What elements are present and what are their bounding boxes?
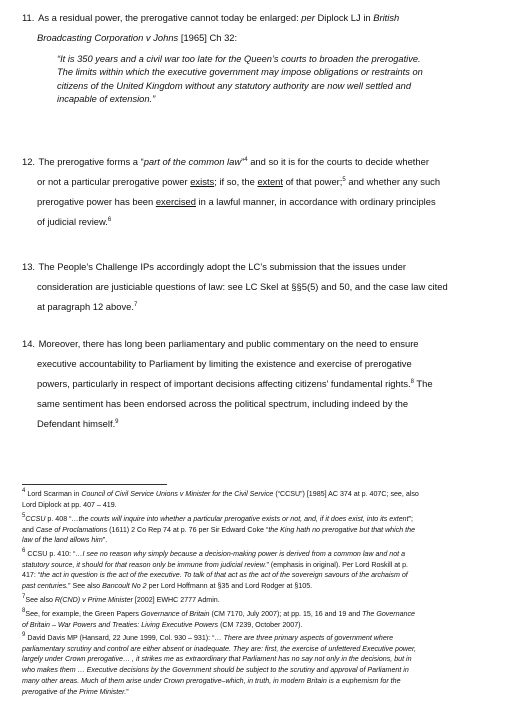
paragraph-11 — [22, 8, 488, 48]
footnote-ref[interactable]: 5 — [342, 177, 346, 183]
paragraph-14-line-4: same sentiment has been endorsed across the political spectrum, including indeed by the — [37, 398, 409, 409]
paragraph-number: 12. — [22, 156, 36, 167]
paragraph-14 — [22, 334, 488, 434]
footnote-ref[interactable]: 6 — [107, 217, 112, 223]
footnote-9: $^9$ David Davis MP (Hansard, 22 June 1999, Col. 930 – 931): “… There are three primary aspects of government where parliamentary scrutiny and control are either absent or inadequate. They are: first, the exercise of unfettered Executive power, largely under Crown prerogative… , it strikes me as extraordinary that Parliament has no say not only in the decisions, but in who makes them … Executive decisions by the Government should be subject to the scrutiny and approval of Parliament in many other areas. Much of them arise under Crown prerogative–which, in truth, in modern Britain is a euphemism for the prerogative of the Prime Minister.” — [22, 632, 416, 696]
paragraph-13 — [22, 257, 488, 317]
paragraph-13-line-2: consideration are justiciable questions of law: see LC Skel at §§5(5) and 50, and the case law cited — [37, 281, 448, 292]
quote-line: citizens of the United Kingdom without any statutory authority are now well settled and — [57, 80, 411, 91]
paragraph-14-line-3: powers, particularly in respect of important decisions affecting citizens’ fundamental rights.$^8$ The — [37, 378, 433, 389]
block-quote — [57, 53, 477, 106]
paragraph-12-line-4: of judicial review.$^6$ — [37, 216, 112, 227]
footnote-number: 4 — [22, 488, 26, 494]
footnote-number: 5 — [22, 513, 26, 519]
paragraph-12 — [22, 152, 488, 232]
footnote-4: $^4$ Lord Scarman in Council of Civil Service Unions v Minister for the Civil Service (“CCSU”) [1985] AC 374 at p. 407C; see, also Lord Diplock at pp. 407 – 419. — [22, 488, 419, 509]
paragraph-13-line-3: at paragraph 12 above.$^7$ — [37, 301, 138, 312]
footnote-6: $^6$ CCSU p. 410: “…I see no reason why simply because a decision-making power is derived from a common law and not a statutory source, it should for that reason only be immune from judicial review.” (emphasis in original). Per Lord Roskill at p. 417: “the act in question is the act of the executive. To talk of that act as the act of the sovereign savours of the archaism of past centuries.” See also Bancoult No 2 per Lord Hoffmann at §35 and Lord Rodger at §105. — [22, 548, 409, 591]
footnote-ref[interactable]: 4 — [244, 157, 248, 163]
quote-line: “It is 350 years and a civil war too late for the Queen’s courts to broaden the prerogative. — [57, 54, 421, 64]
footnote-number: 6 — [22, 548, 26, 554]
footnote-ref[interactable]: 8 — [410, 379, 414, 385]
paragraph-14-line-1: 14. Moreover, there has long been parliamentary and public commentary on the need to ensure — [22, 334, 488, 354]
paragraph-11-line-2: Broadcasting Corporation v Johns [1965] Ch 32: — [37, 32, 238, 43]
paragraph-12-line-1: 12. The prerogative forms a “part of the common law”$^4$ and so it is for the courts to decide whether — [22, 152, 488, 172]
footnote-ref[interactable]: 7 — [133, 302, 138, 308]
quote-line: The limits within which the executive government may impose obligations or restraints on — [57, 67, 423, 78]
paragraph-14-line-5: Defendant himself.$^9$ — [37, 418, 119, 429]
paragraph-12-line-3: prerogative power has been exercised in a lawful manner, in accordance with ordinary principles — [37, 196, 436, 207]
footnote-5: $^5$CCSU p. 408 “…the courts will inquire into whether a particular prerogative exists or not, and, if it does exist, into its extent”; and Case of Proclamations (1611) 2 Co Rep 74 at p. 76 per Sir Edward Coke “the King hath no prerogative but that which the law of the land allows him”. — [22, 513, 416, 545]
footnote-number: 9 — [22, 632, 26, 638]
paragraph-number: 13. — [22, 261, 36, 272]
paragraph-11-line-1: 11. As a residual power, the prerogative cannot today be enlarged: per Diplock LJ in British — [22, 8, 488, 28]
paragraph-number: 14. — [22, 338, 36, 349]
paragraph-number: 11. — [22, 12, 35, 23]
footnote-separator — [22, 484, 167, 485]
paragraph-13-line-1: 13. The People’s Challenge IPs accordingly adopt the LC’s submission that the issues under — [22, 257, 488, 277]
footnote-7: $^7$See also R(CND) v Prime Minister [2002] EWHC 2777 Admin. — [22, 594, 220, 604]
paragraph-12-line-2: or not a particular prerogative power exists; if so, the extent of that power;$^5$ and whether any such — [37, 176, 441, 187]
footnote-number: 8 — [22, 608, 26, 614]
footnote-ref[interactable]: 9 — [115, 419, 119, 425]
quote-line: incapable of extension.” — [57, 93, 156, 104]
footnote-8: $^8$See, for example, the Green Papers Governance of Britain (CM 7170, July 2007); at pp. 15, 16 and 19 and The Governance of Britain – War Powers and Treaties: Living Executive Powers (CM 7239, October 2007). — [22, 608, 415, 629]
footnote-number: 7 — [22, 594, 26, 600]
paragraph-14-line-2: executive accountability to Parliament by limiting the existence and exercise of prerogative — [37, 358, 412, 369]
